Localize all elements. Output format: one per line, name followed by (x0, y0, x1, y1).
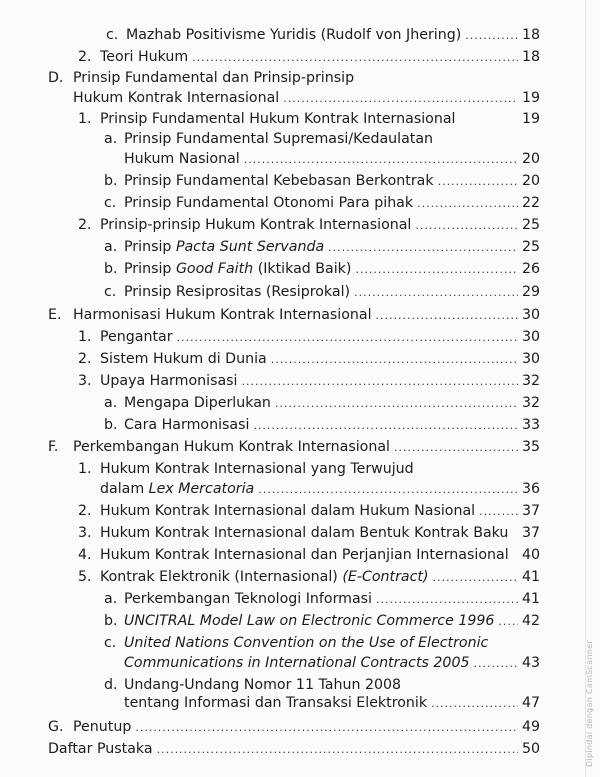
toc-label-suffix: (Iktikad Baik) (257, 261, 352, 277)
page-number: 25 (521, 239, 540, 255)
toc-label: Perkembangan Hukum Kontrak Internasional (73, 439, 390, 455)
toc-label: dalam (100, 481, 145, 497)
toc-entry-d1b[interactable] (124, 172, 522, 191)
toc-label-italic: UNCITRAL Model Law on Electronic Commerce 1996 (124, 613, 495, 629)
toc-marker: b. (104, 417, 118, 433)
toc-label: Hukum Kontrak Internasional dalam Bentuk Kontrak Baku (100, 525, 509, 541)
toc-marker: 3. (78, 373, 92, 389)
page-number: 33 (521, 417, 540, 433)
page-number: 18 (521, 49, 540, 65)
toc-label: Prinsip (124, 261, 172, 277)
toc-marker: b. (104, 261, 118, 277)
page-number: 30 (521, 329, 540, 345)
toc-label[interactable]: Undang-Undang Nomor 11 Tahun 2008 (124, 677, 402, 693)
toc-marker: b. (104, 613, 118, 629)
toc-entry-f3[interactable] (100, 524, 522, 542)
page-number: 19 (521, 111, 540, 127)
toc-label: Teori Hukum (100, 49, 189, 65)
toc-label: Prinsip Fundamental Otonomi Para pihak (124, 195, 414, 211)
toc-marker: E. (48, 307, 62, 323)
toc-label-italic: Lex Mercatoria (148, 481, 255, 497)
leader-dots (241, 373, 518, 391)
toc-marker: 4. (78, 547, 92, 563)
page-number: 32 (521, 373, 540, 389)
toc-marker: c. (106, 27, 119, 43)
toc-marker: 2. (78, 217, 92, 233)
toc-marker: 2. (78, 351, 92, 367)
toc-entry-uncitral[interactable] (124, 612, 522, 631)
toc-marker: 1. (78, 461, 92, 477)
page-number: 30 (521, 351, 540, 367)
leader-dots (355, 261, 518, 279)
toc-label: Prinsip (124, 239, 172, 255)
toc-label: Hukum Kontrak Internasional dan Perjanjian Internasional (100, 547, 509, 563)
toc-marker: 1. (78, 111, 92, 127)
toc-label[interactable]: Prinsip Fundamental dan Prinsip-prinsip (73, 70, 355, 86)
toc-label: Sistem Hukum di Dunia (100, 351, 267, 367)
toc-entry-upaya-harmonisasi[interactable] (100, 372, 522, 391)
page-number: 32 (521, 395, 540, 411)
leader-dots (244, 151, 518, 169)
toc-label: Prinsip Resiprositas (Resiprokal) (124, 284, 351, 300)
leader-dots (283, 90, 518, 108)
page-number: 40 (521, 547, 540, 563)
page-number: 30 (521, 307, 540, 323)
page-number: 42 (521, 613, 540, 629)
page-number: 41 (521, 569, 540, 585)
toc-label: Daftar Pustaka (48, 741, 153, 757)
page-number: 26 (521, 261, 540, 277)
toc-marker: D. (48, 70, 64, 86)
toc-entry-d2[interactable] (100, 216, 522, 235)
toc-marker: c. (104, 284, 117, 300)
page-number: 36 (521, 481, 540, 497)
toc-label[interactable]: Prinsip Fundamental Supremasi/Kedaulatan (124, 131, 434, 147)
toc-marker: a. (104, 395, 118, 411)
toc-entry-perkembangan[interactable] (73, 438, 522, 457)
page-number: 49 (521, 719, 540, 735)
toc-label: Kontrak Elektronik (Internasional) (100, 569, 338, 585)
toc-label: Hukum Kontrak Internasional dalam Hukum Nasional (100, 503, 476, 519)
toc-marker: 5. (78, 569, 92, 585)
toc-label: Pengantar (100, 329, 173, 345)
leader-dots (192, 49, 518, 67)
toc-label: Prinsip Fundamental Kebebasan Berkontrak (124, 173, 434, 189)
toc-entry-pengantar[interactable] (100, 328, 522, 347)
toc-entry-prinsip-fundamental-section[interactable] (73, 89, 522, 108)
toc-entry-harmonisasi[interactable] (73, 306, 522, 325)
page-number: 20 (521, 151, 540, 167)
toc-entry-penutup[interactable] (73, 718, 522, 737)
toc-label[interactable] (124, 634, 488, 652)
leader-dots (258, 481, 518, 499)
toc-entry-f2[interactable] (100, 502, 522, 521)
toc-label: tentang Informasi dan Transaksi Elektronik (124, 695, 428, 711)
toc-marker: G. (48, 719, 64, 735)
leader-dots (271, 351, 518, 369)
page-number: 43 (521, 655, 540, 671)
toc-entry-mazhab[interactable] (126, 26, 522, 45)
page-number: 25 (521, 217, 540, 233)
toc-marker: a. (104, 131, 118, 147)
toc-label-italic: United Nations Convention on the Use of Electronic (124, 635, 489, 651)
toc-label: Cara Harmonisasi (124, 417, 250, 433)
toc-entry-d2a[interactable] (124, 238, 522, 257)
page-number: 41 (521, 591, 540, 607)
page-number: 50 (521, 741, 540, 757)
toc-entry-un-convention[interactable] (124, 654, 522, 673)
toc-label: Upaya Harmonisasi (100, 373, 238, 389)
toc-label: Mengapa Diperlukan (124, 395, 271, 411)
toc-entry-f5a[interactable] (124, 590, 522, 609)
toc-marker: a. (104, 239, 118, 255)
toc-marker: c. (104, 195, 117, 211)
page-number: 37 (521, 503, 540, 519)
toc-entry-d2c[interactable] (124, 283, 522, 302)
toc-label: Mazhab Positivisme Yuridis (Rudolf von Jhering) (126, 27, 462, 43)
toc-marker: a. (104, 591, 118, 607)
toc-entry-d1a[interactable] (124, 150, 522, 169)
toc-entry-teori-hukum[interactable] (100, 48, 522, 67)
page-number: 47 (521, 695, 540, 711)
leader-dots (354, 284, 518, 302)
toc-label: Hukum Nasional (124, 151, 240, 167)
toc-label: Hukum Kontrak Internasional (73, 90, 280, 106)
page-number: 37 (521, 525, 540, 541)
toc-entry-d1[interactable] (100, 110, 522, 128)
toc-marker: 2. (78, 49, 92, 65)
leader-dots (376, 591, 518, 609)
toc-label: Prinsip Fundamental Hukum Kontrak Internasional (100, 111, 456, 127)
toc-marker: 1. (78, 329, 92, 345)
toc-marker: F. (48, 439, 59, 455)
leader-dots (135, 719, 518, 737)
page-number: 29 (521, 284, 540, 300)
toc-marker: c. (104, 635, 117, 651)
leader-dots (177, 329, 518, 347)
toc-marker: b. (104, 173, 118, 189)
page-number: 35 (521, 439, 540, 455)
toc-label-italic: (E-Contract) (342, 569, 429, 585)
leader-dots (328, 239, 518, 257)
toc-entry-lex-mercatoria[interactable] (100, 480, 522, 499)
toc-marker: d. (104, 677, 118, 693)
toc-label-italic: Communications in International Contracts 2005 (124, 655, 470, 671)
toc-label: Harmonisasi Hukum Kontrak Internasional (73, 307, 372, 323)
toc-entry-mengapa[interactable] (124, 394, 522, 413)
toc-label[interactable]: Hukum Kontrak Internasional yang Terwujud (100, 461, 414, 477)
leader-dots (376, 307, 518, 325)
toc-entry-d1c[interactable] (124, 194, 522, 213)
toc-label: Prinsip-prinsip Hukum Kontrak Internasional (100, 217, 412, 233)
toc-marker: 3. (78, 525, 92, 541)
leader-dots (157, 741, 518, 759)
page-number: 18 (521, 27, 540, 43)
leader-dots (253, 417, 518, 435)
scanner-watermark: Dipindai dengan CamScanner (585, 640, 594, 767)
leader-dots (275, 395, 518, 413)
toc-entry-f4[interactable] (100, 546, 522, 564)
page-number: 19 (521, 90, 540, 106)
toc-label: Penutup (73, 719, 132, 735)
toc-entry-e-contract[interactable] (100, 568, 522, 587)
toc-label-italic: Pacta Sunt Servanda (175, 239, 325, 255)
page-number: 22 (521, 195, 540, 211)
toc-marker: 2. (78, 503, 92, 519)
toc-label: Perkembangan Teknologi Informasi (124, 591, 372, 607)
toc-entry-sistem-hukum[interactable] (100, 350, 522, 369)
page-number: 20 (521, 173, 540, 189)
toc-entry-daftar-pustaka[interactable] (48, 740, 522, 759)
toc-entry-d2b[interactable] (124, 260, 522, 279)
toc-entry-uu-ite[interactable] (124, 694, 522, 713)
toc-entry-cara[interactable] (124, 416, 522, 435)
toc-label-italic: Good Faith (175, 261, 254, 277)
